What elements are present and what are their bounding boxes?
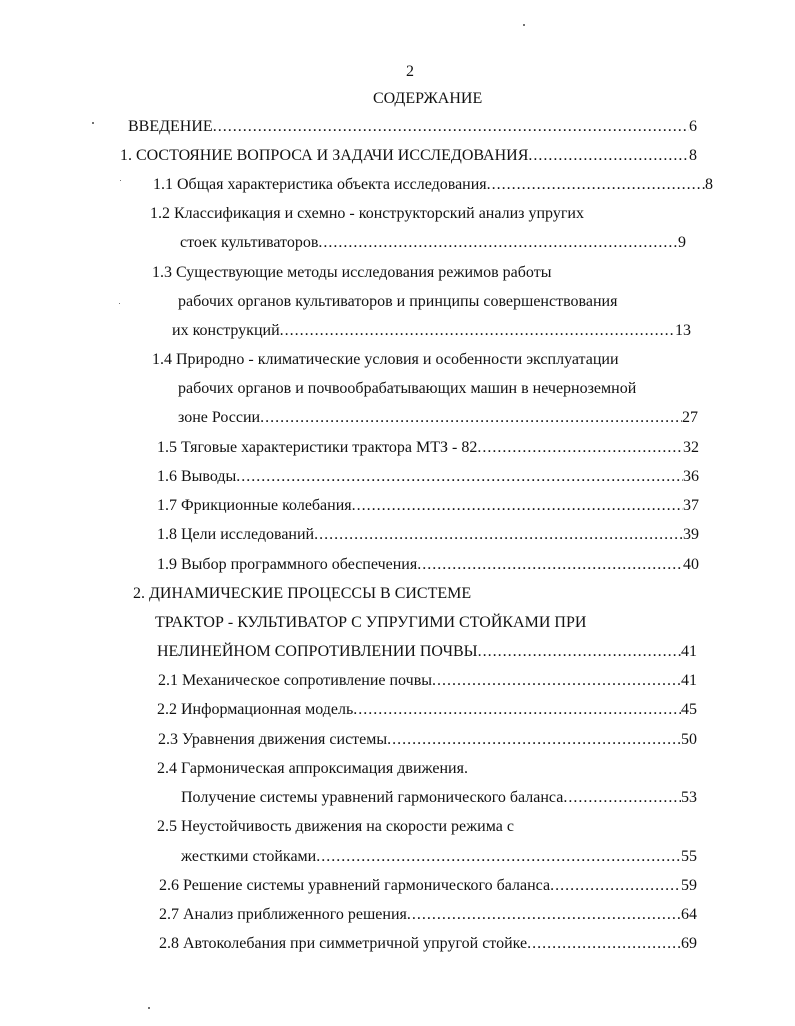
- toc-entry: [153, 175, 713, 195]
- toc-page-number: 59: [681, 877, 697, 894]
- toc-entry: [158, 671, 697, 691]
- toc-page-number: 50: [681, 731, 697, 748]
- toc-entry-continued: [133, 584, 471, 604]
- toc-entry-title: 1.9 Выбор программного обеспечения: [157, 556, 418, 573]
- dot-leader: [477, 438, 683, 458]
- toc-page-number: 8: [689, 147, 697, 164]
- toc-entry-title: 1.2 Классификация и схемно - конструкторский анализ упругих: [150, 205, 584, 222]
- dot-leader: [407, 905, 681, 925]
- toc-entry-title: Получение системы уравнений гармонического баланса: [181, 789, 564, 806]
- toc-entry-title: 2.1 Механическое сопротивление почвы: [158, 672, 432, 689]
- scan-speck: [119, 303, 120, 304]
- toc-entry: [120, 146, 697, 166]
- dot-leader: [236, 467, 683, 487]
- toc-entry-title: рабочих органов и почвообрабатывающих машин в нечерноземной: [178, 380, 637, 397]
- toc-entry-title: 2.8 Автоколебания при симметричной упругой стойке: [159, 935, 528, 952]
- toc-entry-title: 1.5 Тяговые характеристики трактора МТЗ - 82: [157, 439, 478, 456]
- toc-entry: [181, 788, 697, 808]
- page-number: 2: [406, 63, 414, 80]
- toc-page-number: 64: [681, 906, 697, 923]
- toc-page-number: 36: [683, 468, 699, 485]
- toc-entry: [157, 642, 697, 662]
- toc-entry: [159, 934, 697, 954]
- toc-entry-continued: [157, 817, 514, 837]
- toc-entry: [159, 876, 697, 896]
- dot-leader: [387, 730, 681, 750]
- scan-speck: [92, 122, 94, 124]
- toc-page-number: 8: [705, 176, 713, 193]
- toc-entry-continued: [178, 292, 617, 312]
- dot-leader: [478, 642, 681, 662]
- toc-page-number: 9: [678, 234, 686, 251]
- toc-entry-title: стоек культиваторов: [180, 234, 319, 251]
- toc-page-number: 53: [681, 789, 697, 806]
- dot-leader: [550, 876, 681, 896]
- scan-speck: [148, 1007, 150, 1009]
- toc-page-number: 39: [683, 526, 699, 543]
- toc-entry-title: НЕЛИНЕЙНОМ СОПРОТИВЛЕНИИ ПОЧВЫ: [157, 643, 478, 660]
- toc-entry-title: их конструкций: [172, 322, 280, 339]
- dot-leader: [432, 671, 681, 691]
- dot-leader: [528, 146, 689, 166]
- toc-entry-title: 2.3 Уравнения движения системы: [158, 731, 388, 748]
- dot-leader: [213, 117, 689, 137]
- toc-entry: [172, 321, 691, 341]
- toc-page-number: 37: [683, 497, 699, 514]
- toc-entry-title: зоне России: [178, 409, 261, 426]
- toc-page-number: 55: [681, 848, 697, 865]
- toc-page-number: 41: [681, 643, 697, 660]
- toc-entry-title: 2.7 Анализ приближенного решения: [159, 906, 407, 923]
- toc-entry-title: ВВЕДЕНИЕ: [128, 118, 213, 135]
- toc-entry-continued: [157, 759, 468, 779]
- page-title: СОДЕРЖАНИЕ: [373, 90, 483, 107]
- toc-entry: [157, 700, 697, 720]
- toc-page-number: 13: [675, 322, 691, 339]
- toc-page-number: 6: [689, 118, 697, 135]
- dot-leader: [260, 408, 682, 428]
- dot-leader: [280, 321, 675, 341]
- dot-leader: [417, 555, 683, 575]
- toc-entry-title: рабочих органов культиваторов и принципы совершенствования: [178, 293, 618, 310]
- toc-entry: [157, 525, 699, 545]
- toc-entry-title: 2.6 Решение системы уравнений гармонического баланса: [159, 877, 551, 894]
- toc-entry: [157, 467, 699, 487]
- toc-page-number: 41: [681, 672, 697, 689]
- toc-entry-continued: [150, 204, 584, 224]
- toc-page-number: 45: [681, 701, 697, 718]
- toc-entry: [157, 438, 699, 458]
- toc-entry-title: 1.1 Общая характеристика объекта исследования: [153, 176, 487, 193]
- toc-entry-title: 1.8 Цели исследований: [157, 526, 315, 543]
- toc-entry-title: 2. ДИНАМИЧЕСКИЕ ПРОЦЕССЫ В СИСТЕМЕ: [133, 585, 472, 602]
- toc-entry-title: 1.7 Фрикционные колебания: [157, 497, 352, 514]
- toc-entry-title: жесткими стойками: [181, 848, 317, 865]
- toc-entry: [178, 408, 698, 428]
- toc-entry-title: 1.3 Существующие методы исследования режимов работы: [152, 264, 552, 281]
- toc-entry-title: 1. СОСТОЯНИЕ ВОПРОСА И ЗАДАЧИ ИССЛЕДОВАНИЯ: [120, 147, 529, 164]
- dot-leader: [563, 788, 681, 808]
- toc-entry: [128, 117, 697, 137]
- toc-entry: [181, 847, 697, 867]
- dot-leader: [314, 525, 683, 545]
- toc-entry-continued: [152, 350, 619, 370]
- toc-entry-title: ТРАКТОР - КУЛЬТИВАТОР С УПРУГИМИ СТОЙКАМИ ПРИ: [155, 614, 587, 631]
- toc-entry: [159, 905, 697, 925]
- toc-entry-continued: [155, 613, 586, 633]
- dot-leader: [318, 233, 678, 253]
- toc-entry-title: 1.6 Выводы: [157, 468, 237, 485]
- toc-entry: [180, 233, 686, 253]
- toc-page-number: 27: [682, 409, 698, 426]
- toc-page-number: 32: [683, 439, 699, 456]
- toc-entry: [157, 555, 699, 575]
- dot-leader: [353, 700, 681, 720]
- toc-entry-continued: [152, 263, 551, 283]
- dot-leader: [316, 847, 681, 867]
- toc-entry: [158, 730, 697, 750]
- scan-speck: [120, 180, 121, 181]
- toc-entry-title: 2.5 Неустойчивость движения на скорости режима с: [157, 818, 514, 835]
- dot-leader: [352, 496, 683, 516]
- toc-entry-continued: [178, 379, 636, 399]
- scan-speck: [523, 24, 525, 26]
- dot-leader: [487, 175, 705, 195]
- toc-entry-title: 1.4 Природно - климатические условия и особенности эксплуатации: [152, 351, 619, 368]
- toc-entry-title: 2.4 Гармоническая аппроксимация движения.: [157, 760, 468, 777]
- dot-leader: [527, 934, 681, 954]
- toc-page-number: 69: [681, 935, 697, 952]
- toc-page-number: 40: [683, 556, 699, 573]
- toc-entry: [157, 496, 699, 516]
- toc-entry-title: 2.2 Информационная модель: [157, 701, 354, 718]
